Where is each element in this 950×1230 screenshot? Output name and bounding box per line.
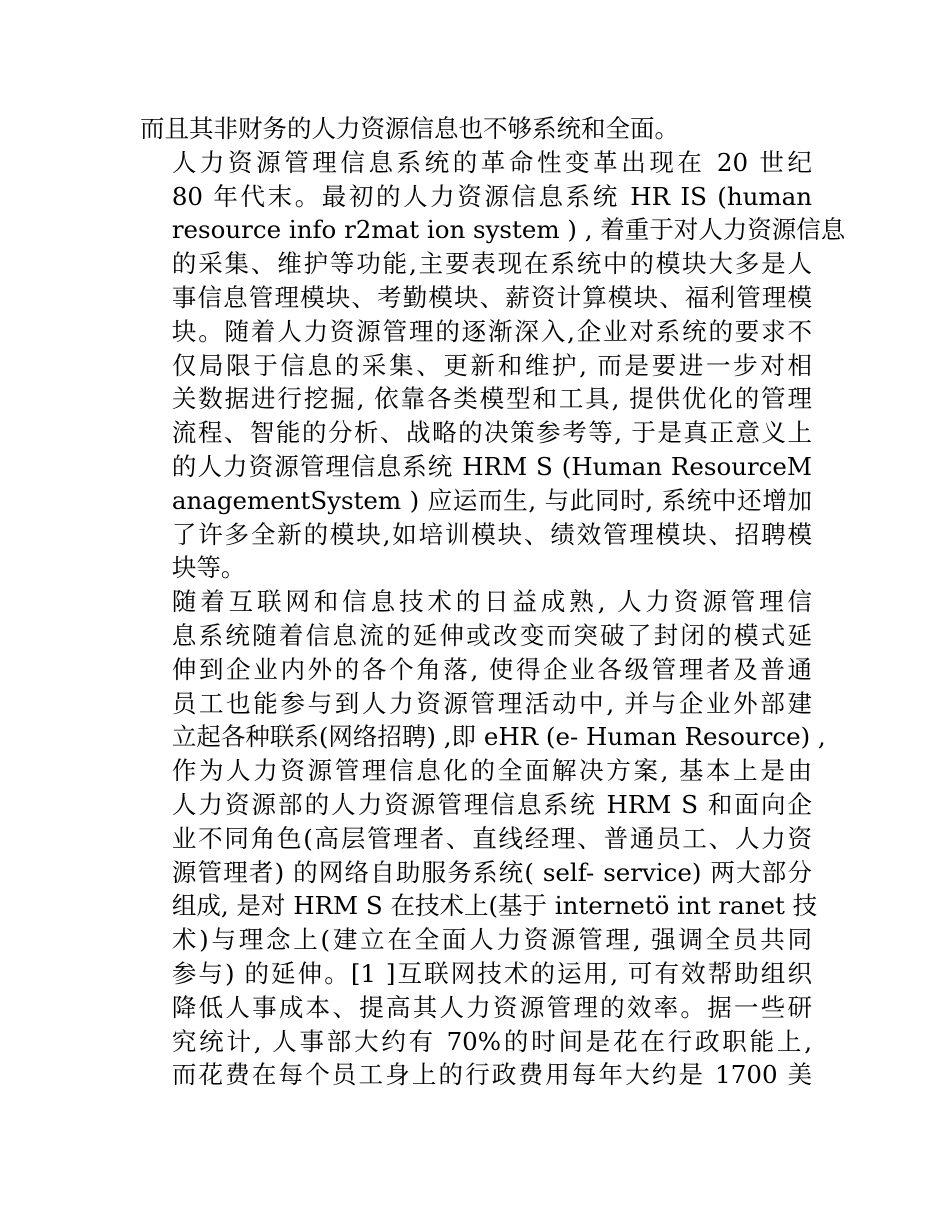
- text-line: 伸到企业内外的各个角落, 使得企业各级管理者及普通: [171, 654, 812, 684]
- text-line: 源管理者) 的网络自助服务系统( self- service) 两大部分: [171, 857, 812, 887]
- paragraph-1: [140, 112, 812, 146]
- text-line: 组成, 是对 HRM S 在技术上(基于 internetö int ranet 技: [171, 891, 818, 921]
- text-line: 关数据进行挖掘, 依靠各类模型和工具, 提供优化的管理: [171, 384, 812, 414]
- text-line: 作为人力资源管理信息化的全面解决方案, 基本上是由: [171, 756, 812, 786]
- text-line: 究统计, 人事部大约有 70%的时间是花在行政职能上,: [171, 1026, 812, 1056]
- text-line: 的人力资源管理信息系统 HRM S (Human ResourceM: [171, 451, 812, 481]
- text-line: anagementSystem ) 应运而生, 与此同时, 系统中还增加: [171, 485, 812, 515]
- paragraph-3: [140, 585, 826, 1092]
- text-line: 员工也能参与到人力资源管理活动中, 并与企业外部建: [171, 688, 812, 718]
- body-text: [140, 112, 846, 1092]
- text-line: 的采集、维护等功能,主要表现在系统中的模块大多是人: [171, 249, 812, 279]
- text-line: 了许多全新的模块,如培训模块、绩效管理模块、招聘模: [171, 519, 812, 549]
- text-line: 而花费在每个员工身上的行政费用每年大约是 1700 美: [171, 1060, 812, 1090]
- text-line: 80 年代末。最初的人力资源信息系统 HR IS (human: [171, 181, 812, 211]
- text-line: 随着互联网和信息技术的日益成熟, 人力资源管理信: [171, 587, 812, 617]
- paragraph-2: [140, 146, 846, 585]
- text-line: resource info r2mat ion system ) , 着重于对人力资源信息: [171, 215, 846, 245]
- text-line: 人力资源管理信息系统的革命性变革出现在 20 世纪: [171, 147, 812, 177]
- text-line: 息系统随着信息流的延伸或改变而突破了封闭的模式延: [171, 620, 812, 650]
- text-line: 参与) 的延伸。[1 ]互联网技术的运用, 可有效帮助组织: [171, 958, 812, 988]
- text-line: 术)与理念上(建立在全面人力资源管理, 强调全员共同: [171, 925, 812, 955]
- text-line: 人力资源部的人力资源管理信息系统 HRM S 和面向企: [171, 789, 812, 819]
- text-line: 仅局限于信息的采集、更新和维护, 而是要进一步对相: [171, 350, 812, 380]
- text-line: 立起各种联系(网络招聘) ,即 eHR (e- Human Resource) ,: [171, 722, 826, 752]
- text-line: 块等。: [171, 553, 246, 583]
- text-line: 事信息管理模块、考勤模块、薪资计算模块、福利管理模: [171, 282, 812, 312]
- text-line: 流程、智能的分析、战略的决策参考等, 于是真正意义上: [171, 418, 812, 448]
- text-line: 业不同角色(高层管理者、直线经理、普通员工、人力资: [171, 823, 812, 853]
- text-line: 降低人事成本、提高其人力资源管理的效率。据一些研: [171, 992, 812, 1022]
- text-line: 而且其非财务的人力资源信息也不够系统和全面。: [140, 114, 679, 143]
- text-line: 块。随着人力资源管理的逐渐深入,企业对系统的要求不: [171, 316, 812, 346]
